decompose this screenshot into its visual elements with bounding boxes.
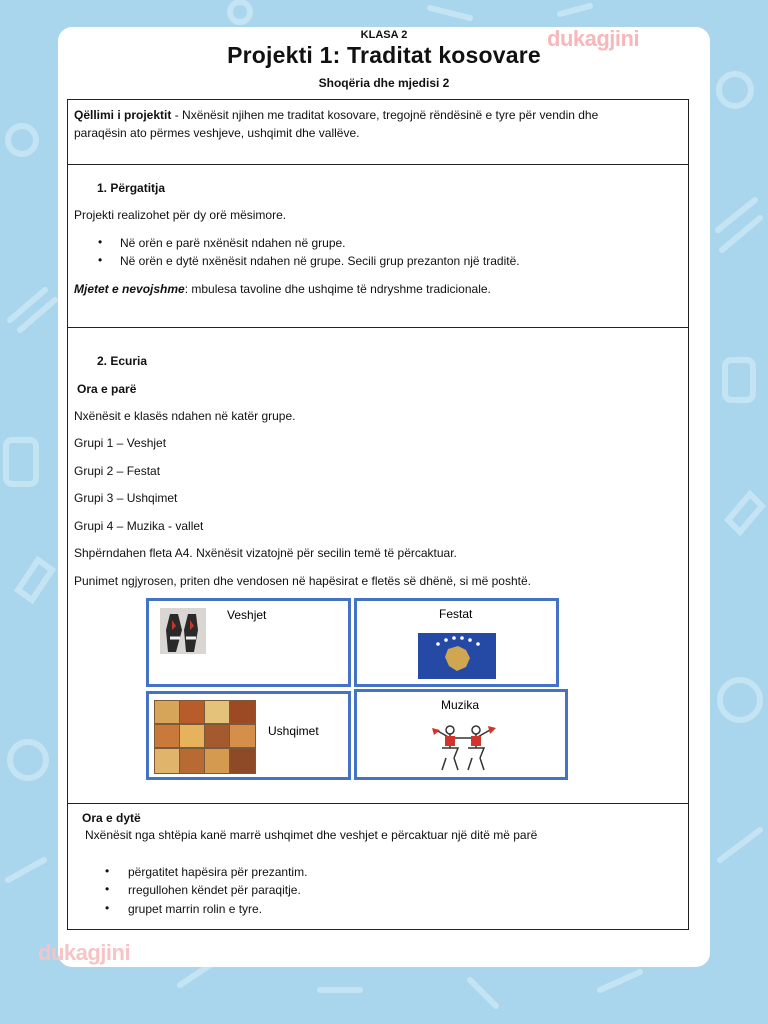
goal-separator: - xyxy=(171,108,183,122)
hour-two-bullet: përgatitet hapësira për prezantim. xyxy=(128,865,308,879)
brand-logo xyxy=(547,26,639,52)
holidays-label: Festat xyxy=(439,607,473,621)
brand-logo-footer xyxy=(38,940,130,966)
tools-label: Mjetet e nevojshme xyxy=(74,282,185,296)
hour-two-intro: Nxënësit nga shtëpia kanë marrë ushqimet dhe veshjet e përcaktuar një ditë më parë xyxy=(85,828,538,842)
food-card xyxy=(146,691,351,780)
process-line: Grupi 2 – Festat xyxy=(74,464,161,478)
preparation-bullet: Në orën e dytë nxënësit ndahen në grupe. Secili grup prezanton një traditë. xyxy=(120,254,520,268)
process-line: Nxënësit e klasës ndahen në katër grupe. xyxy=(74,409,296,423)
bullet-dot: • xyxy=(98,253,103,267)
preparation-heading: 1. Përgatitja xyxy=(97,181,166,195)
process-line: Grupi 4 – Muzika - vallet xyxy=(74,519,204,533)
kosovo-flag-image xyxy=(418,633,496,679)
process-line: Punimet ngjyrosen, priten dhe vendosen në hapësirat e fletës së dhënë, si më poshtë. xyxy=(74,574,531,588)
goal-line-1 xyxy=(74,107,598,123)
costumes-card xyxy=(146,598,351,687)
brand-logo-text: dukagjini xyxy=(547,26,640,51)
bullet-dot: • xyxy=(105,901,110,915)
tools-line xyxy=(74,281,491,297)
food-label: Ushqimet xyxy=(268,724,319,738)
costumes-label: Veshjet xyxy=(227,608,267,622)
bullet-dot: • xyxy=(98,235,103,249)
preparation-intro: Projekti realizohet për dy orë mësimore. xyxy=(74,208,287,222)
goal-text-2: paraqësin ato përmes veshjeve, ushqimit dhe vallëve. xyxy=(74,126,360,140)
tools-text: : mbulesa tavoline dhe ushqime të ndryshme tradicionale. xyxy=(184,282,491,296)
process-line: Grupi 1 – Veshjet xyxy=(74,436,167,450)
preparation-bullet: Në orën e parë nxënësit ndahen në grupe. xyxy=(120,236,346,250)
bullet-dot: • xyxy=(105,882,110,896)
process-line: Shpërndahen fleta A4. Nxënësit vizatojnë për secilin temë të përcaktuar. xyxy=(74,546,457,560)
goal-text-1: Nxënësit njihen me traditat kosovare, tregojnë rëndësinë e tyre për vendin dhe xyxy=(182,108,599,122)
hour-one-heading: Ora e parë xyxy=(77,382,137,396)
costumes-image xyxy=(160,608,206,654)
hour-two-bullet: rregullohen këndet për paraqitje. xyxy=(128,883,301,897)
holidays-card xyxy=(354,598,559,687)
page-subtitle: Shoqëria dhe mjedisi 2 xyxy=(318,76,450,90)
food-collage-image xyxy=(154,700,256,774)
music-label: Muzika xyxy=(441,698,480,712)
preparation-section xyxy=(67,164,689,328)
hour-two-heading: Ora e dytë xyxy=(82,811,141,825)
music-card xyxy=(354,689,568,780)
project-goal-box xyxy=(67,99,689,165)
process-heading: 2. Ecuria xyxy=(97,354,148,368)
dancers-image xyxy=(430,722,496,774)
page-title: Projekti 1: Traditat kosovare xyxy=(227,42,541,68)
hour-two-bullet: grupet marrin rolin e tyre. xyxy=(128,902,263,916)
grade-label: KLASA 2 xyxy=(360,29,408,41)
hour-two-section xyxy=(67,803,689,930)
goal-label: Qëllimi i projektit xyxy=(74,108,172,122)
brand-logo-footer-text: dukagjini xyxy=(38,940,131,965)
process-line: Grupi 3 – Ushqimet xyxy=(74,491,178,505)
bullet-dot: • xyxy=(105,864,110,878)
